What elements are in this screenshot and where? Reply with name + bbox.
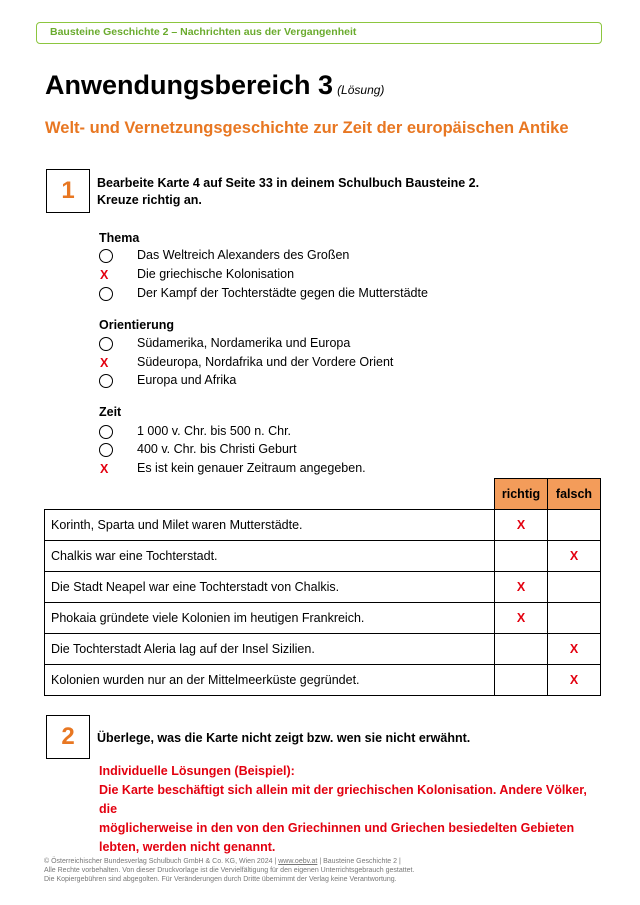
cross-mark-icon[interactable]: X [100, 268, 109, 282]
falsch-cell[interactable]: X [548, 541, 601, 572]
radio-circle-icon[interactable] [99, 249, 113, 263]
statement-cell: Korinth, Sparta und Milet waren Mutterstädte. [45, 510, 495, 541]
option-label: Europa und Afrika [137, 373, 237, 387]
table-row [45, 634, 601, 665]
column-header-richtig: richtig [495, 479, 548, 510]
option-label: Südeuropa, Nordafrika und der Vordere Orient [137, 355, 394, 369]
radio-circle-icon[interactable] [99, 443, 113, 457]
task-number-1: 1 [46, 169, 90, 213]
true-false-table [44, 478, 601, 696]
richtig-cell[interactable]: X [495, 510, 548, 541]
footer-line-1 [44, 857, 414, 866]
task-number-2: 2 [46, 715, 90, 759]
cross-mark-icon[interactable]: X [100, 356, 109, 370]
falsch-cell[interactable]: X [548, 634, 601, 665]
option-label: Südamerika, Nordamerika und Europa [137, 336, 351, 350]
table-header-row [45, 479, 601, 510]
task-2-answer [99, 762, 604, 857]
richtig-cell[interactable]: X [495, 572, 548, 603]
table-header-spacer [45, 479, 495, 510]
task-1-instruction [97, 175, 479, 209]
statement-cell: Chalkis war eine Tochterstadt. [45, 541, 495, 572]
option-label: 1 000 v. Chr. bis 500 n. Chr. [137, 424, 292, 438]
answer-heading: Individuelle Lösungen (Beispiel): [99, 764, 295, 778]
radio-circle-icon[interactable] [99, 374, 113, 388]
falsch-cell[interactable]: X [548, 665, 601, 696]
falsch-cell[interactable] [548, 603, 601, 634]
richtig-cell[interactable] [495, 665, 548, 696]
footer-line-2: Alle Rechte vorbehalten. Von dieser Druckvorlage ist die Vervielfältigung für den eigenen Unterrichtsgebrauch gestattet. [44, 867, 415, 874]
publisher-link[interactable]: www.oebv.at [278, 858, 318, 865]
richtig-cell[interactable]: X [495, 603, 548, 634]
statement-cell: Die Tochterstadt Aleria lag auf der Insel Sizilien. [45, 634, 495, 665]
table-row [45, 603, 601, 634]
cross-mark-icon[interactable]: X [100, 462, 109, 476]
table-row [45, 541, 601, 572]
statement-cell: Phokaia gründete viele Kolonien im heutigen Frankreich. [45, 603, 495, 634]
column-header-falsch: falsch [548, 479, 601, 510]
radio-circle-icon[interactable] [99, 425, 113, 439]
footer-line-3: Die Kopiergebühren sind abgegolten. Für Veränderungen durch Dritte übernimmt der Verlag keine Verantwortung. [44, 876, 397, 883]
footer-text: | Bausteine Geschichte 2 | [317, 858, 401, 865]
section-label-thema: Thema [99, 231, 140, 245]
option-label: Der Kampf der Tochterstädte gegen die Mutterstädte [137, 286, 428, 300]
section-label-orientierung: Orientierung [99, 318, 175, 332]
richtig-cell[interactable] [495, 541, 548, 572]
footer-text: © Österreichischer Bundesverlag Schulbuch GmbH & Co. KG, Wien 2024 | [44, 858, 279, 865]
table-row [45, 510, 601, 541]
table-row [45, 665, 601, 696]
answer-line-2: möglicherweise in den von den Griechinnen und Griechen besiedelten Gebieten [99, 821, 575, 835]
task-1-line-2: Kreuze richtig an. [97, 193, 202, 207]
radio-circle-icon[interactable] [99, 287, 113, 301]
statement-cell: Kolonien wurden nur an der Mittelmeerküste gegründet. [45, 665, 495, 696]
page-title [45, 70, 384, 101]
series-header [36, 22, 602, 44]
option-label: Es ist kein genauer Zeitraum angegeben. [137, 461, 366, 475]
copyright-footer [44, 857, 414, 884]
falsch-cell[interactable] [548, 510, 601, 541]
task-1-line-1: Bearbeite Karte 4 auf Seite 33 in deinem Schulbuch Bausteine 2. [97, 176, 480, 190]
richtig-cell[interactable] [495, 634, 548, 665]
series-title: Bausteine Geschichte 2 – Nachrichten aus der Vergangenheit [50, 26, 357, 38]
page-subtitle: Welt- und Vernetzungsgeschichte zur Zeit der europäischen Antike [45, 119, 569, 137]
answer-line-3: lebten, werden nicht genannt. [99, 840, 276, 854]
section-label-zeit: Zeit [99, 405, 122, 419]
option-label: Das Weltreich Alexanders des Großen [137, 248, 350, 262]
radio-circle-icon[interactable] [99, 337, 113, 351]
page-title-main: Anwendungsbereich 3 [45, 70, 334, 100]
table-row [45, 572, 601, 603]
statement-cell: Die Stadt Neapel war eine Tochterstadt von Chalkis. [45, 572, 495, 603]
option-label: 400 v. Chr. bis Christi Geburt [137, 442, 297, 456]
option-label: Die griechische Kolonisation [137, 267, 295, 281]
page-title-sub: (Lösung) [337, 83, 385, 97]
task-2-prompt: Überlege, was die Karte nicht zeigt bzw. wen sie nicht erwähnt. [97, 731, 471, 745]
answer-line-1: Die Karte beschäftigt sich allein mit der griechischen Kolonisation. Andere Völker, die [99, 783, 587, 816]
falsch-cell[interactable] [548, 572, 601, 603]
